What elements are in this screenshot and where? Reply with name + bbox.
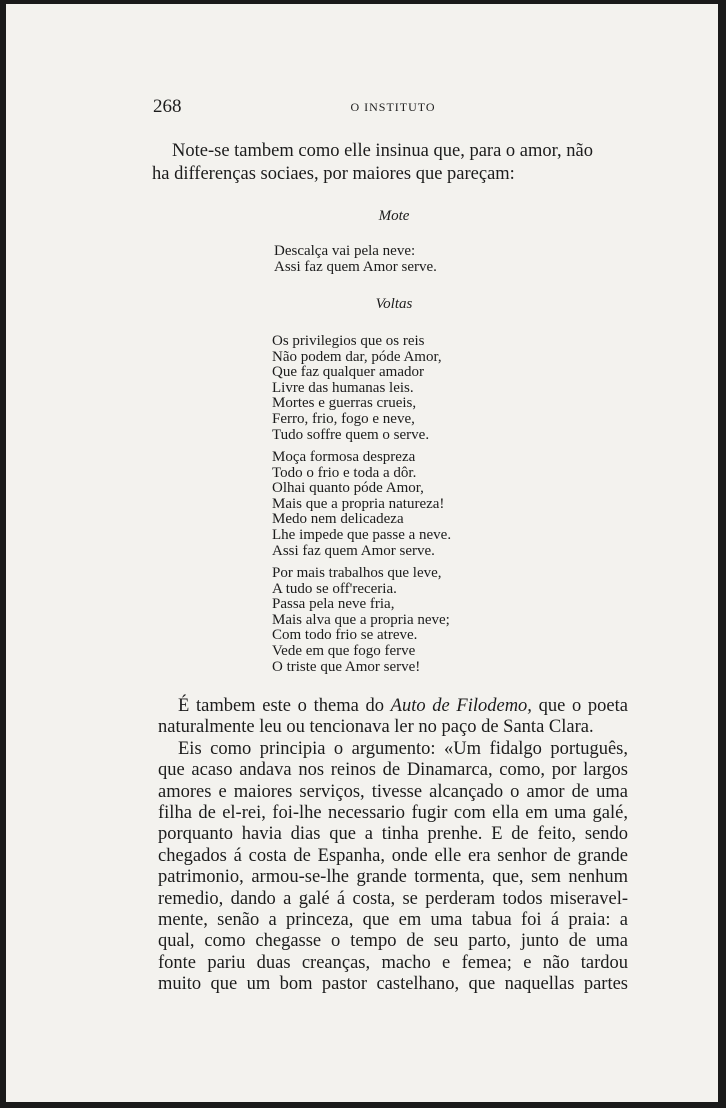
voltas-stanza-2 bbox=[272, 450, 451, 559]
verse-line: Assi faz quem Amor serve. bbox=[274, 258, 437, 275]
prose-line: porquanto havia dias que a tinha prenhe. E de feito, sendo bbox=[158, 824, 628, 845]
verse-line: A tudo se off'receria. bbox=[272, 580, 397, 597]
mote-verse bbox=[274, 244, 437, 275]
verse-line: Todo o frio e toda a dôr. bbox=[272, 464, 417, 481]
verse-line: Por mais trabalhos que leve, bbox=[272, 565, 442, 581]
verse-line: Vede em que fogo ferve bbox=[272, 642, 416, 659]
prose-line: remedio, dando a galé á costa, se perderam todos miseravel- bbox=[158, 888, 628, 909]
verse-line: Mais alva que a propria neve; bbox=[272, 611, 450, 628]
prose-line: Eis como principia o argumento: «Um fidalgo português, bbox=[178, 738, 628, 759]
prose-line: chegados á costa de Espanha, onde elle era senhor de grande bbox=[158, 845, 628, 866]
prose-text: que o poeta bbox=[531, 696, 628, 716]
verse-line: Passa pela neve fria, bbox=[272, 596, 395, 613]
verse-line: Descalça vai pela neve: bbox=[274, 243, 416, 259]
voltas-stanza-1 bbox=[272, 334, 442, 443]
verse-line: Com todo frio se atreve. bbox=[272, 627, 418, 644]
verse-line: Olhai quanto póde Amor, bbox=[272, 480, 424, 497]
verse-line: Que faz qualquer amador bbox=[272, 364, 425, 381]
prose-line: mente, senão a princeza, que em uma tabua foi á praia: a bbox=[158, 910, 628, 931]
work-title: Auto de Filodemo, bbox=[390, 696, 532, 716]
book-page bbox=[6, 4, 718, 1102]
page-number: 268 bbox=[153, 96, 182, 117]
prose-line: qual, como chegasse o tempo de seu parto, junto de uma bbox=[158, 931, 628, 952]
verse-line: Mais que a propria natureza! bbox=[272, 495, 445, 512]
verse-line: Livre das humanas leis. bbox=[272, 379, 414, 396]
verse-line: Os privilegios que os reis bbox=[272, 333, 425, 349]
intro-line: Note-se tambem como elle insinua que, para o amor, não bbox=[172, 141, 594, 161]
verse-line: Moça formosa despreza bbox=[272, 449, 416, 465]
verse-line: Tudo soffre quem o serve. bbox=[272, 426, 430, 443]
prose-line: muito que um bom pastor castelhano, que naquellas partes bbox=[158, 974, 628, 995]
prose-line: fonte pariu duas creanças, macho e femea; e não tardou bbox=[158, 952, 628, 973]
verse-line: O triste que Amor serve! bbox=[272, 658, 421, 675]
prose-line bbox=[158, 696, 628, 717]
mote-heading: Mote bbox=[378, 208, 410, 224]
verse-line: Ferro, frio, fogo e neve, bbox=[272, 410, 415, 427]
prose-line: naturalmente leu ou tencionava ler no paço de Santa Clara. bbox=[158, 717, 594, 738]
voltas-stanza-3 bbox=[272, 566, 450, 675]
verse-line: Mortes e guerras crueis, bbox=[272, 395, 417, 412]
prose-line: filha de el-rei, foi-lhe necessario fugir com ella em uma galé, bbox=[158, 803, 628, 824]
running-title: O INSTITUTO bbox=[350, 100, 436, 114]
page-header bbox=[153, 96, 633, 120]
prose-line: amores e maiores serviços, tivesse alcançado o amor de uma bbox=[158, 781, 628, 802]
prose-paragraph bbox=[158, 696, 628, 996]
verse-line: Medo nem delicadeza bbox=[272, 511, 404, 528]
verse-line: Assi faz quem Amor serve. bbox=[272, 542, 435, 559]
verse-line: Lhe impede que passe a neve. bbox=[272, 526, 452, 543]
intro-line: ha differenças sociaes, por maiores que pareçam: bbox=[152, 164, 515, 184]
prose-line: patrimonio, armou-se-lhe grande tormenta, que, sem nenhum bbox=[158, 867, 628, 888]
voltas-heading: Voltas bbox=[375, 296, 413, 312]
prose-text: É tambem este o thema do bbox=[178, 696, 391, 716]
prose-line: que acaso andava nos reinos de Dinamarca, como, por largos bbox=[158, 760, 628, 781]
intro-paragraph bbox=[152, 140, 636, 186]
verse-line: Não podem dar, póde Amor, bbox=[272, 348, 442, 365]
